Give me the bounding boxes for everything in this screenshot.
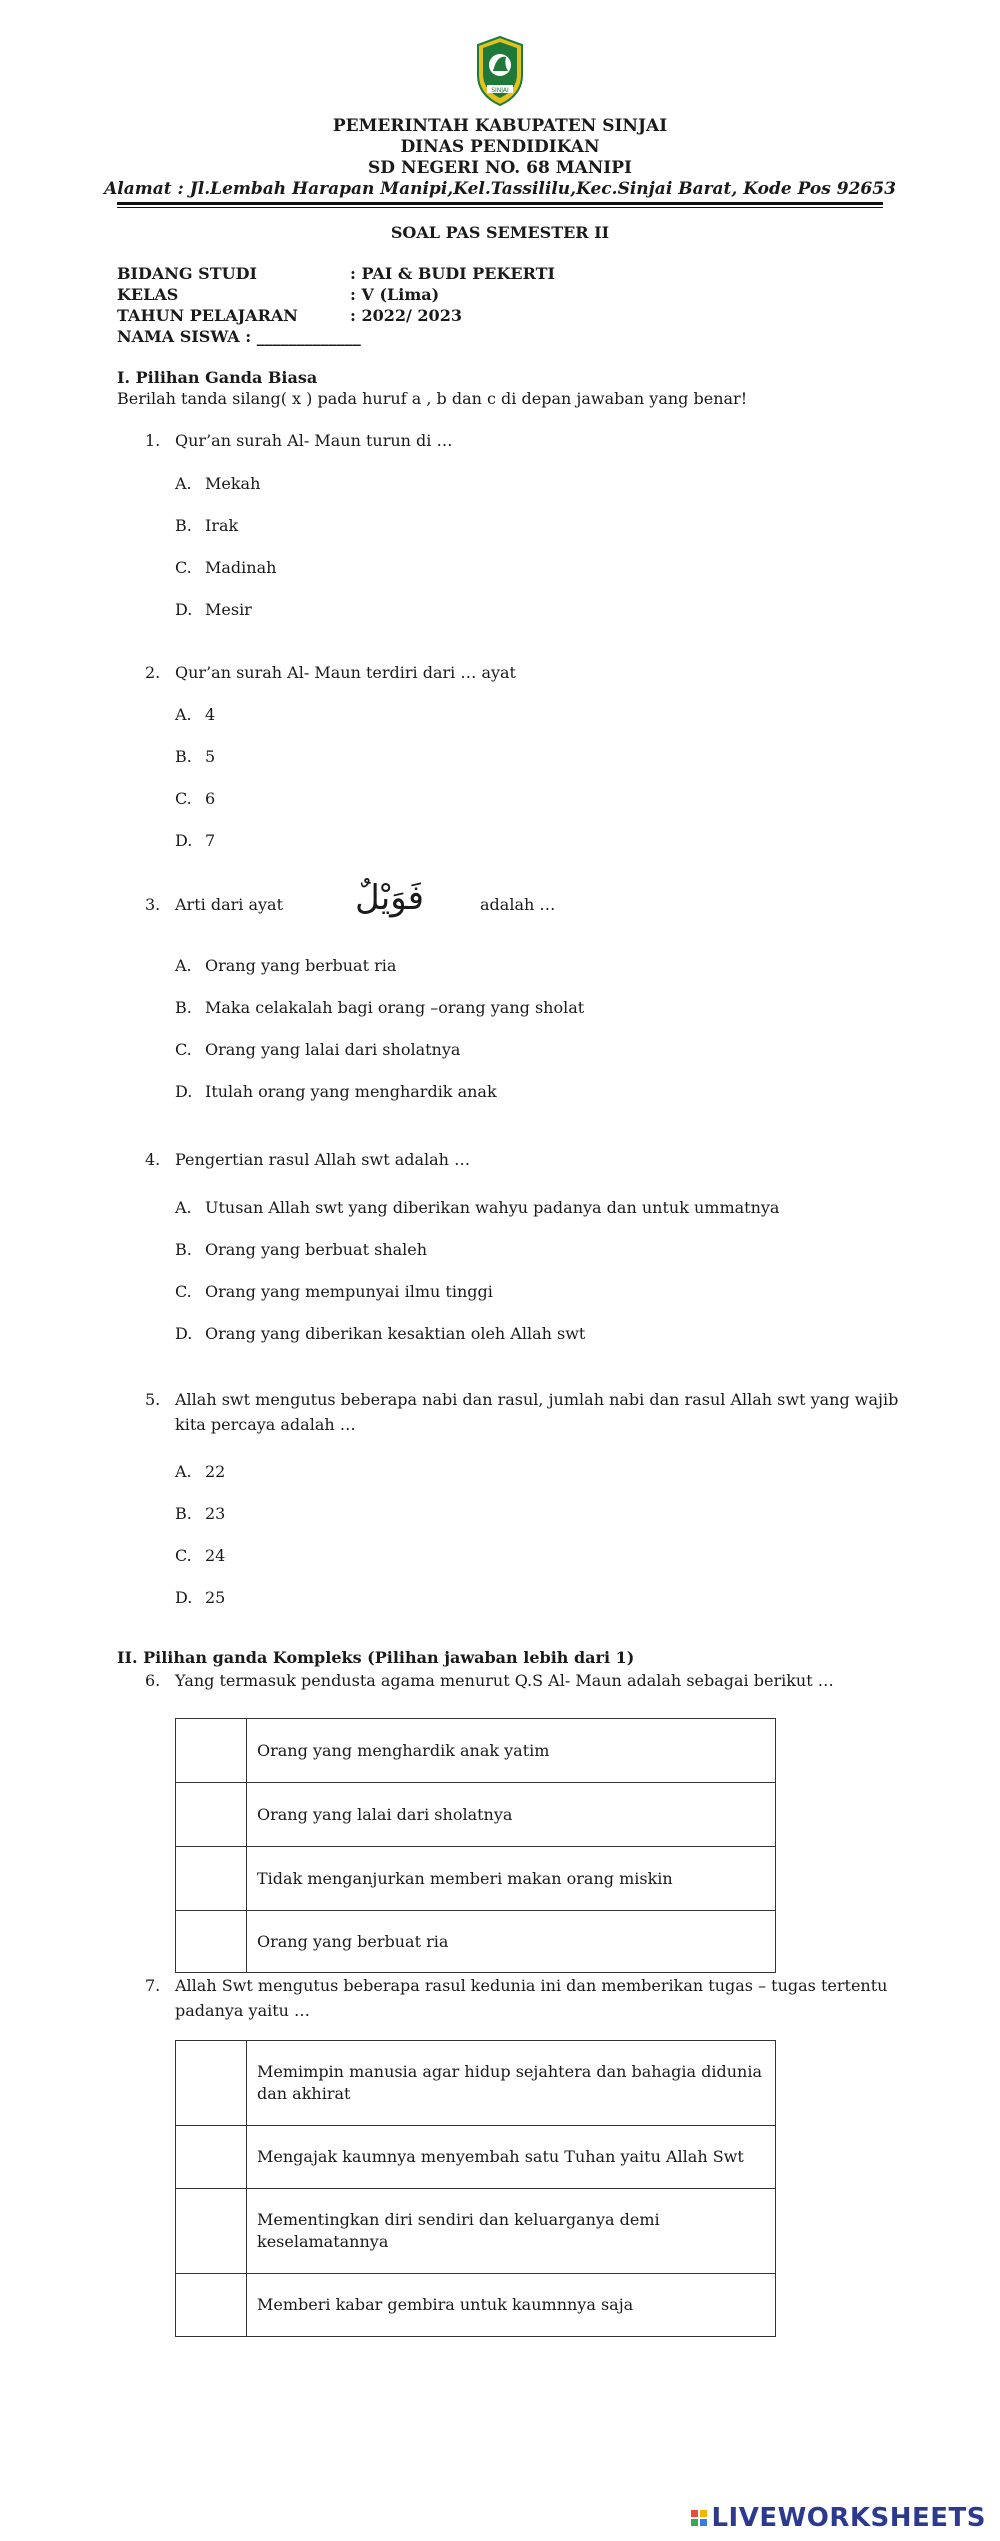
question-text: Allah Swt mengutus beberapa rasul kedunia ini dan memberikan tugas – tugas tertentu [175, 1976, 888, 1995]
student-name-field[interactable]: NAMA SISWA : _____________ [117, 327, 361, 346]
answer-checkbox[interactable] [176, 1719, 247, 1783]
answer-option[interactable]: B. Maka celakalah bagi orang –orang yang sholat [175, 998, 585, 1017]
table-cell: Orang yang berbuat ria [247, 1911, 776, 1973]
answer-option[interactable]: D. 25 [175, 1588, 226, 1607]
answer-checkbox[interactable] [176, 2274, 247, 2337]
answer-option[interactable]: C. Madinah [175, 558, 277, 577]
answer-option[interactable]: C. 24 [175, 1546, 226, 1565]
header-line-1: PEMERINTAH KABUPATEN SINJAI [332, 116, 668, 136]
school-address: Alamat : Jl.Lembah Harapan Manipi,Kel.Tassililu,Kec.Sinjai Barat, Kode Pos 92653 [104, 179, 896, 199]
liveworksheets-wordmark: LIVEWORKSHEETS [711, 2503, 986, 2533]
question-text: Pengertian rasul Allah swt adalah … [175, 1150, 471, 1169]
answer-option[interactable]: A. Mekah [175, 474, 261, 493]
answer-option[interactable]: C. Orang yang mempunyai ilmu tinggi [175, 1282, 493, 1301]
table-row [176, 1911, 776, 1973]
question-number: 2. [145, 663, 161, 682]
question-text: Arti dari ayat [175, 895, 284, 914]
answer-option[interactable]: A. Orang yang berbuat ria [175, 956, 397, 975]
answer-option[interactable]: D. Orang yang diberikan kesaktian oleh Allah swt [175, 1324, 586, 1343]
info-value-subject: : PAI & BUDI PEKERTI [350, 264, 555, 283]
table-row [176, 1719, 776, 1783]
question-number: 4. [145, 1150, 161, 1169]
school-logo [475, 35, 525, 107]
question-number: 3. [145, 895, 161, 914]
answer-option[interactable]: B. 5 [175, 747, 216, 766]
answer-option[interactable]: B. Irak [175, 516, 239, 535]
question-number: 5. [145, 1390, 161, 1409]
answer-checkbox[interactable] [176, 1783, 247, 1847]
table-row [176, 1783, 776, 1847]
section-1-instruction: Berilah tanda silang( x ) pada huruf a , b dan c di depan jawaban yang benar! [117, 389, 748, 408]
info-label-subject: BIDANG STUDI [117, 264, 257, 283]
answer-checkbox[interactable] [176, 2041, 247, 2126]
table-row [176, 2126, 776, 2189]
svg-text:SINJAI: SINJAI [491, 87, 509, 94]
table-cell: Orang yang menghardik anak yatim [247, 1719, 776, 1783]
question-text: Allah swt mengutus beberapa nabi dan rasul, jumlah nabi dan rasul Allah swt yang wajib [175, 1390, 899, 1409]
answer-option[interactable]: A. 4 [175, 705, 216, 724]
answer-option[interactable]: C. Orang yang lalai dari sholatnya [175, 1040, 461, 1059]
question-number: 6. [145, 1671, 161, 1690]
table-cell: Orang yang lalai dari sholatnya [247, 1783, 776, 1847]
table-row [176, 2189, 776, 2274]
header-line-3: SD NEGERI NO. 68 MANIPI [368, 158, 632, 178]
answer-option[interactable]: B. Orang yang berbuat shaleh [175, 1240, 428, 1259]
section-2-title: II. Pilihan ganda Kompleks (Pilihan jawaban lebih dari 1) [117, 1648, 635, 1667]
info-value-year: : 2022/ 2023 [350, 306, 462, 325]
answer-checkbox[interactable] [176, 1847, 247, 1911]
header-divider-thin [117, 207, 883, 208]
question-text: Qur’an surah Al- Maun terdiri dari … ayat [175, 663, 516, 682]
question-text: Yang termasuk pendusta agama menurut Q.S Al- Maun adalah sebagai berikut … [175, 1671, 834, 1690]
answer-option[interactable]: D. 7 [175, 831, 216, 850]
answer-option[interactable]: D. Mesir [175, 600, 252, 619]
table-cell: Memimpin manusia agar hidup sejahtera dan bahagia didunia dan akhirat [247, 2041, 776, 2126]
liveworksheets-logo [691, 2503, 986, 2533]
answer-option[interactable]: B. 23 [175, 1504, 226, 1523]
liveworksheets-icon [691, 2510, 707, 2526]
q7-answer-table [175, 2040, 776, 2337]
header-line-2: DINAS PENDIDIKAN [400, 137, 600, 157]
table-row [176, 2274, 776, 2337]
answer-option[interactable]: A. Utusan Allah swt yang diberikan wahyu padanya dan untuk ummatnya [175, 1198, 780, 1217]
answer-option[interactable]: D. Itulah orang yang menghardik anak [175, 1082, 497, 1101]
answer-checkbox[interactable] [176, 1911, 247, 1973]
table-row [176, 2041, 776, 2126]
question-number: 7. [145, 1976, 161, 1995]
table-cell: Mementingkan diri sendiri dan keluarganya demi keselamatannya [247, 2189, 776, 2274]
exam-title: SOAL PAS SEMESTER II [390, 223, 610, 242]
answer-checkbox[interactable] [176, 2126, 247, 2189]
answer-option[interactable]: C. 6 [175, 789, 216, 808]
info-value-class: : V (Lima) [350, 285, 440, 304]
answer-checkbox[interactable] [176, 2189, 247, 2274]
header-divider [117, 202, 883, 205]
table-cell: Memberi kabar gembira untuk kaumnnya saja [247, 2274, 776, 2337]
table-cell: Tidak menganjurkan memberi makan orang miskin [247, 1847, 776, 1911]
question-text-line2: kita percaya adalah … [175, 1415, 356, 1434]
question-number: 1. [145, 431, 161, 450]
question-text-after: adalah … [480, 895, 556, 914]
q6-answer-table [175, 1718, 776, 1973]
question-text-line2: padanya yaitu … [175, 2001, 311, 2020]
info-label-class: KELAS [117, 285, 179, 304]
table-cell: Mengajak kaumnya menyembah satu Tuhan yaitu Allah Swt [247, 2126, 776, 2189]
answer-option[interactable]: A. 22 [175, 1462, 226, 1481]
info-label-year: TAHUN PELAJARAN [117, 306, 298, 325]
question-text: Qur’an surah Al- Maun turun di … [175, 431, 453, 450]
section-1-title: I. Pilihan Ganda Biasa [117, 368, 318, 387]
table-row [176, 1847, 776, 1911]
arabic-verse: فَوَيْلٌ [355, 878, 425, 918]
